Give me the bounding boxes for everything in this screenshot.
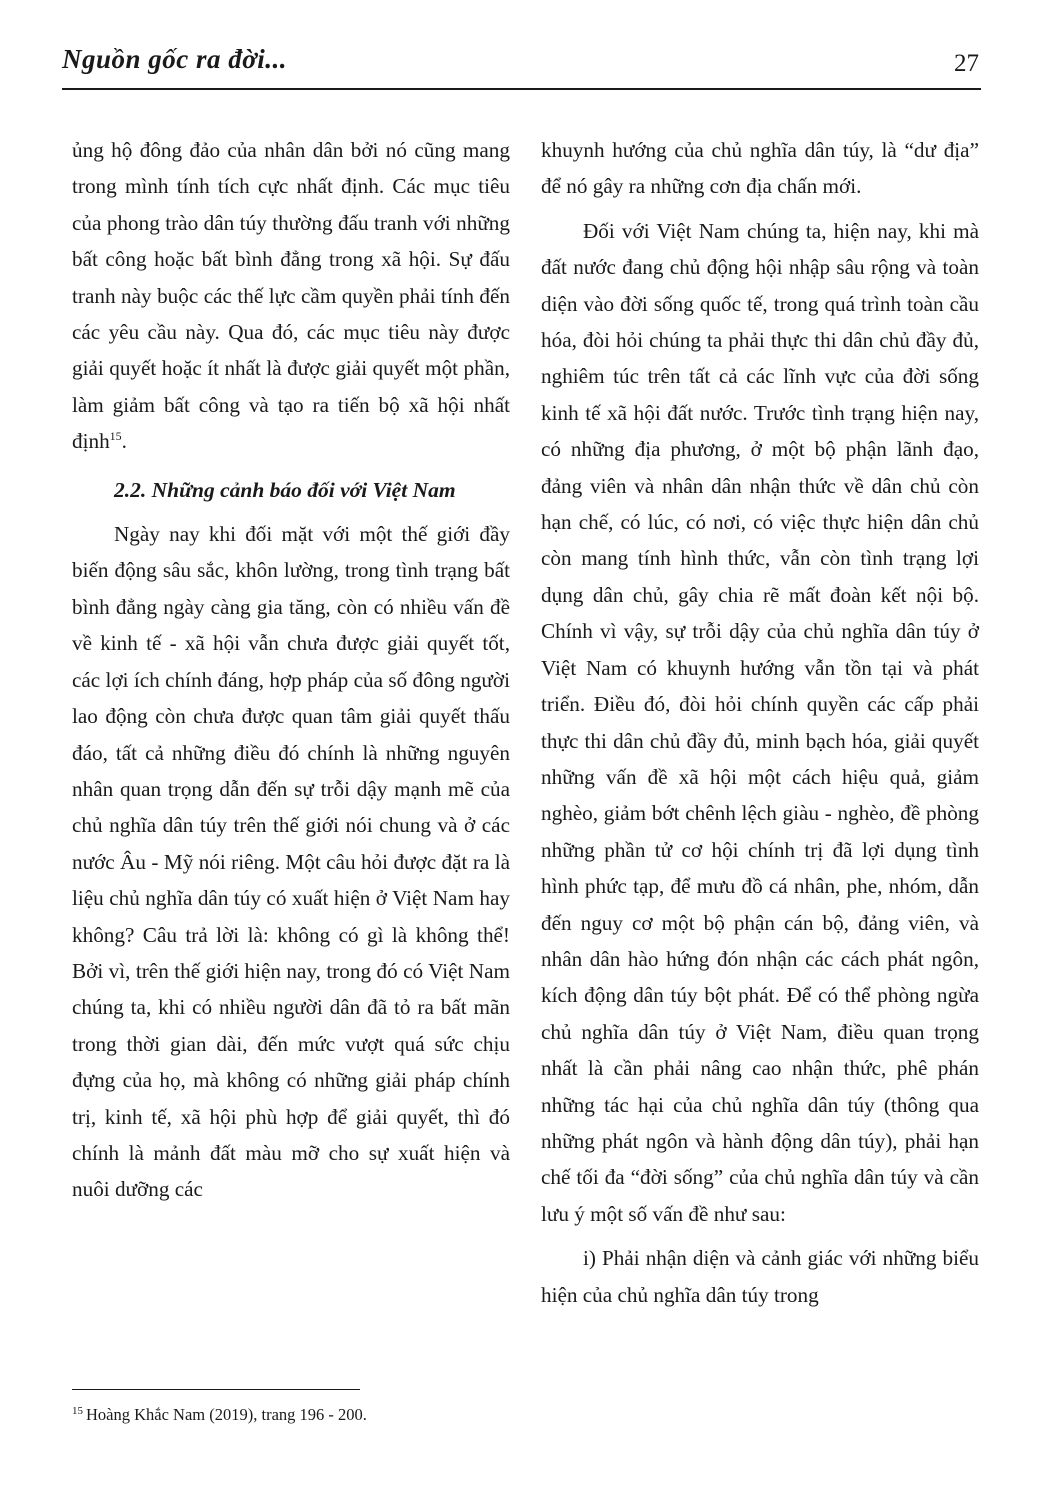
right-paragraph-3: i) Phải nhận diện và cảnh giác với những biểu hiện của chủ nghĩa dân túy trong — [541, 1246, 979, 1307]
footnote — [72, 1404, 367, 1426]
header-divider — [62, 88, 981, 90]
right-paragraph-2: Đối với Việt Nam chúng ta, hiện nay, khi mà đất nước đang chủ động hội nhập sâu rộng và toàn diện vào đời sống quốc tế, trong quá trình toàn cầu hóa, đòi hỏi chúng ta phải thực thi dân chủ đầy đủ, nghiêm túc trên tất cả các lĩnh vực của đời sống kinh tế xã hội đất nước. Trước tình trạng hiện nay, có những địa phương, ở một bộ phận lãnh đạo, đảng viên và nhân dân nhận thức về dân chủ còn hạn chế, có lúc, có nơi, có việc thực hiện dân chủ còn mang tính hình thức, vẫn còn tình trạng lợi dụng dân chủ, gây chia rẽ mất đoàn kết nội bộ. Chính vì vậy, sự trỗi dậy của chủ nghĩa dân túy ở Việt Nam có khuynh hướng vẫn tồn tại và phát triển. Điều đó, đòi hỏi chính quyền các cấp phải thực thi dân chủ đầy đủ, minh bạch hóa, giải quyết những vấn đề xã hội một cách hiệu quả, giảm nghèo, giảm bớt chênh lệch giàu - nghèo, đề phòng những phần tử cơ hội chính trị đã lợi dụng tình hình phức tạp, để mưu đồ cá nhân, phe, nhóm, dẫn đến nguy cơ một bộ phận cán bộ, đảng viên, và nhân dân hào hứng đón nhận các cách phát ngôn, kích động dân túy bột phát. Để có thể phòng ngừa chủ nghĩa dân túy ở Việt Nam, điều quan trọng nhất là cần phải nâng cao nhận thức, phê phán những tác hại của chủ nghĩa dân túy (thông qua những phát ngôn và hành động dân túy), phải hạn chế tối đa “đời sống” của chủ nghĩa dân túy và cần lưu ý một số vấn đề như sau: — [541, 218, 979, 1226]
footnote-reference: 15 — [109, 429, 122, 444]
right-column — [541, 132, 979, 1313]
running-header-title: Nguồn gốc ra đời... — [62, 44, 288, 74]
left-paragraph-2: Ngày nay khi đối mặt với một thế giới đầy biến động sâu sắc, khôn lường, trong tình trạng bất bình đẳng ngày càng gia tăng, còn có nhiều vấn đề về kinh tế - xã hội vẫn chưa được giải quyết tốt, các lợi ích chính đáng, hợp pháp của số đông người lao động còn chưa được quan tâm giải quyết thấu đáo, tất cả những điều đó chính là những nguyên nhân quan trọng dẫn đến sự trỗi dậy mạnh mẽ của chủ nghĩa dân túy trên thế giới nói chung và ở các nước Âu - Mỹ nói riêng. Một câu hỏi được đặt ra là liệu chủ nghĩa dân túy có xuất hiện ở Việt Nam hay không? Câu trả lời là: không có gì là không thể! Bởi vì, trên thế giới hiện nay, trong đó có Việt Nam chúng ta, khi có nhiều người dân đã tỏ ra bất mãn trong thời gian dài, đến mức vượt quá sức chịu đựng của họ, mà không có những giải pháp chính trị, kinh tế, xã hội phù hợp để giải quyết, thì đó chính là mảnh đất màu mỡ cho sự xuất hiện và nuôi dưỡng các — [72, 522, 510, 1202]
right-paragraph-1: khuynh hướng của chủ nghĩa dân túy, là “dư địa” để nó gây ra những cơn địa chấn mới. — [541, 138, 979, 199]
left-column — [72, 132, 510, 1208]
footnote-divider — [72, 1389, 360, 1390]
left-paragraph-1-end: . — [121, 429, 127, 454]
section-heading: 2.2. Những cảnh báo đối với Việt Nam — [114, 477, 456, 502]
footnote-text: Hoàng Khắc Nam (2019), trang 196 - 200. — [86, 1405, 367, 1424]
footnote-number: 15 — [72, 1404, 83, 1417]
page-number: 27 — [954, 50, 979, 77]
left-paragraph-1 — [72, 132, 510, 460]
left-paragraph-1-text: ủng hộ đông đảo của nhân dân bởi nó cũng mang trong mình tính tích cực nhất định. Các mục tiêu của phong trào dân túy thường đấu tranh với những bất công hoặc bất bình đẳng trong xã hội. Sự đấu tranh này buộc các thế lực cầm quyền phải tính đến các yêu cầu này. Qua đó, các mục tiêu này được giải quyết hoặc ít nhất là được giải quyết một phần, làm giảm bất công và tạo ra tiến bộ xã hội nhất định — [72, 138, 510, 454]
